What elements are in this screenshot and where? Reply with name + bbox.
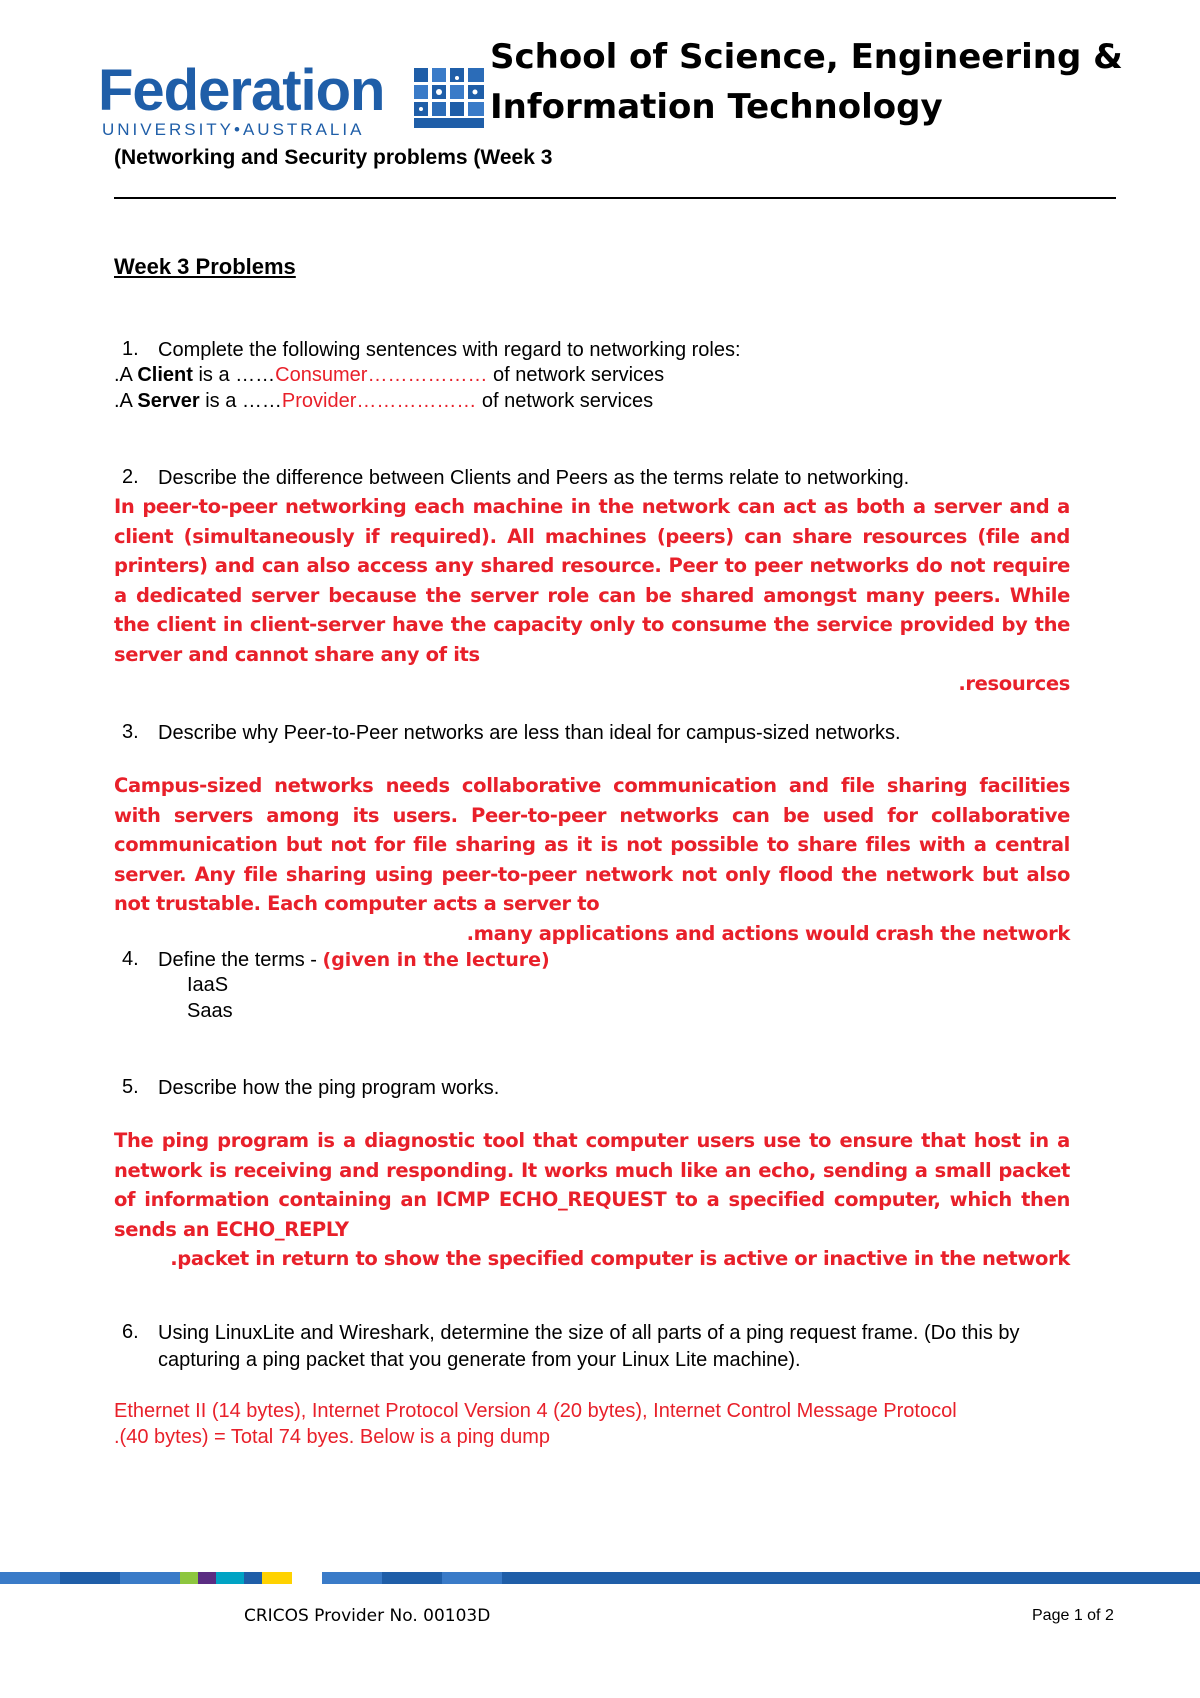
question-3-answer: [114, 771, 1070, 948]
question-1-number: 1.: [122, 338, 139, 360]
question-1-server-line: [114, 388, 653, 414]
client-prefix: .A: [114, 364, 138, 386]
question-4-text: [158, 947, 550, 974]
server-dots: ………………: [356, 390, 477, 412]
question-3-answer-last: .many applications and actions would crash the network: [466, 921, 1070, 945]
question-5-answer: [114, 1126, 1070, 1274]
question-2-answer-last: .resources: [958, 672, 1070, 695]
school-title: [490, 32, 1130, 132]
question-6-answer-line1: Ethernet II (14 bytes), Internet Protocol Version 4 (20 bytes), Internet Control Message Protocol: [114, 1400, 957, 1422]
question-3-number: 3.: [122, 721, 139, 743]
client-dots: ………………: [367, 364, 488, 386]
client-answer: Consumer: [275, 364, 368, 386]
client-term: Client: [137, 364, 193, 386]
server-prefix: .A: [114, 390, 138, 412]
question-6-text-line2: capturing a ping packet that you generate from your Linux Lite machine).: [158, 1349, 801, 1371]
cricos-provider: CRICOS Provider No. 00103D: [244, 1606, 491, 1626]
question-2-answer: [114, 492, 1070, 699]
school-title-line2: Information Technology: [490, 87, 943, 127]
question-6-text-line1: Using LinuxLite and Wireshark, determine the size of all parts of a ping request frame. (Do this by: [158, 1322, 1020, 1344]
question-6-answer-line2: .(40 bytes) = Total 74 byes. Below is a ping dump: [114, 1426, 550, 1448]
question-5-answer-last: .packet in return to show the specified computer is active or inactive in the network: [170, 1247, 1070, 1270]
term-iaas: IaaS: [187, 974, 229, 996]
client-mid: is a ……: [192, 364, 276, 386]
question-5-number: 5.: [122, 1076, 139, 1098]
term-saas: Saas: [187, 1000, 233, 1022]
logo-wordmark: Federation: [98, 58, 385, 123]
question-4-prompt: Define the terms -: [158, 949, 323, 971]
question-6-number: 6.: [122, 1321, 139, 1343]
server-suffix: of network services: [476, 390, 654, 412]
question-3-text: Describe why Peer-to-Peer networks are less than ideal for campus-sized networks.: [158, 722, 901, 744]
question-1-client-line: [114, 362, 664, 388]
footer-color-stripe: [0, 1572, 1200, 1584]
server-term: Server: [137, 390, 200, 412]
question-2-number: 2.: [122, 466, 139, 488]
question-2-text: Describe the difference between Clients and Peers as the terms relate to networking.: [158, 467, 910, 489]
header-divider: [114, 197, 1116, 199]
document-subtitle: (Networking and Security problems (Week 3: [114, 146, 553, 169]
flag-emblem-icon: [412, 66, 486, 130]
federation-logo: [98, 58, 488, 142]
server-answer: Provider: [281, 390, 357, 412]
server-mid: is a ……: [199, 390, 282, 412]
page-heading: Week 3 Problems: [114, 254, 296, 279]
question-5-text: Describe how the ping program works.: [158, 1077, 500, 1099]
question-3-answer-body: Campus-sized networks needs collaborative communication and file sharing facilities with servers among its users. Peer-to-peer networks can be used for collaborative communication but not for file sharing as it is not possible to share files with a central server. Any file sharing using peer-to-peer network not only flood the network but also not trustable. Each computer acts a server to: [114, 774, 1070, 915]
question-2-answer-body: In peer-to-peer networking each machine in the network can act as both a server and a client (simultaneously if required). All machines (peers) can share resources (file and printers) and can also access any shared resource. Peer to peer networks do not require a dedicated server because the server role can be shared amongst many peers. While the client in client-server have the capacity only to consume the service provided by the server and cannot share any of its: [114, 495, 1070, 666]
logo-subtext: UNIVERSITY•AUSTRALIA: [102, 120, 365, 139]
school-title-line1: School of Science, Engineering &: [490, 37, 1123, 77]
question-5-answer-body: The ping program is a diagnostic tool that computer users use to ensure that host in a network is receiving and responding. It works much like an echo, sending a small packet of information containing an ICMP ECHO_REQUEST to a specified computer, which then sends an ECHO_REPLY: [114, 1129, 1070, 1241]
question-4-note: (given in the lecture): [322, 949, 550, 971]
page-number: Page 1 of 2: [1032, 1607, 1114, 1624]
client-suffix: of network services: [487, 364, 665, 386]
question-1-text: Complete the following sentences with regard to networking roles:: [158, 339, 741, 361]
question-4-number: 4.: [122, 948, 139, 970]
